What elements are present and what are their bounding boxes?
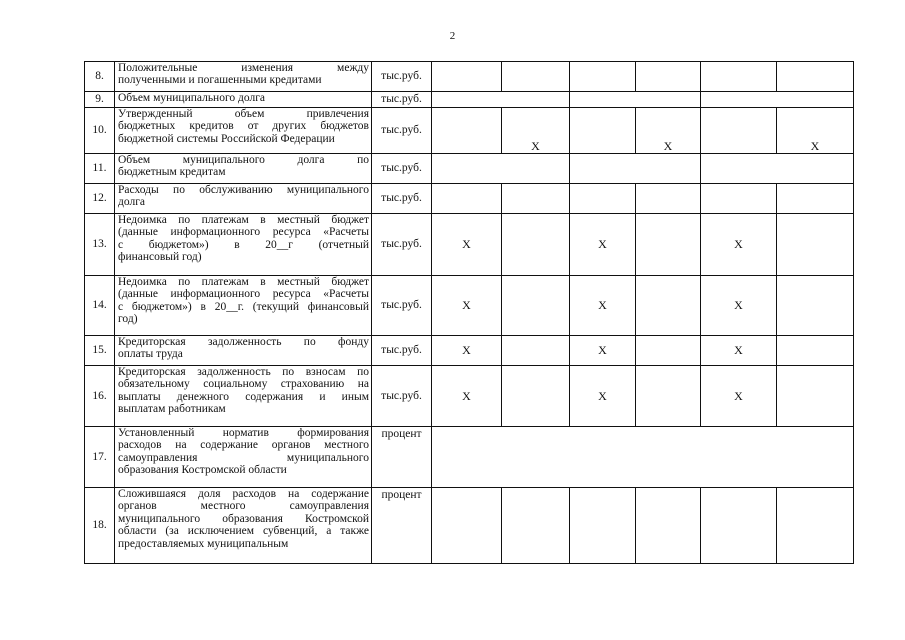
- value-cell: [636, 276, 701, 336]
- row-unit: тыс.руб.: [372, 62, 432, 92]
- x-mark-cell: X: [570, 276, 636, 336]
- description-line: бюджетных кредитов от других бюджетов: [118, 120, 369, 133]
- x-mark-cell: X: [777, 108, 854, 154]
- value-cell: [701, 108, 777, 154]
- value-cell: [570, 488, 636, 564]
- description-line: Кредиторская задолженность по фонду: [118, 336, 369, 348]
- merged-value-cell: [570, 154, 701, 184]
- value-cell: [636, 366, 701, 427]
- description-line: бюджетным кредитам: [118, 166, 226, 179]
- row-description: [115, 62, 372, 92]
- row-description: [115, 108, 372, 154]
- row-unit: тыс.руб.: [372, 108, 432, 154]
- row-description: [115, 276, 372, 336]
- value-cell: [777, 336, 854, 366]
- description-line: (данные информационного ресурса «Расчеты: [118, 288, 369, 301]
- description-line: области (за исключением субвенций, а также: [118, 525, 369, 538]
- value-cell: [570, 62, 636, 92]
- row-unit: тыс.руб.: [372, 184, 432, 214]
- row-description: [115, 336, 372, 366]
- table-row: [85, 92, 854, 108]
- row-number: 9.: [85, 92, 115, 108]
- x-mark-cell: X: [570, 214, 636, 276]
- row-description: [115, 366, 372, 427]
- row-description: [115, 184, 372, 214]
- value-cell: [636, 488, 701, 564]
- description-line: Утвержденный объем привлечения: [118, 108, 369, 120]
- description-line: расходов на содержание органов местного: [118, 439, 369, 452]
- row-number: 8.: [85, 62, 115, 92]
- value-cell: [502, 214, 570, 276]
- description-line: Расходы по обслуживанию муниципального: [118, 184, 369, 196]
- merged-value-cell: [432, 427, 854, 488]
- x-mark-cell: X: [701, 276, 777, 336]
- value-cell: [502, 184, 570, 214]
- description-line: с бюджетом») в 20__г (отчетный: [118, 238, 369, 251]
- x-mark-cell: X: [502, 108, 570, 154]
- description-line: Кредиторская задолженность по взносам по: [118, 366, 369, 378]
- value-cell: [777, 488, 854, 564]
- merged-value-cell: [432, 154, 570, 184]
- value-cell: [432, 184, 502, 214]
- description-line: Недоимка по платежам в местный бюджет: [118, 276, 369, 288]
- row-number: 11.: [85, 154, 115, 184]
- value-cell: [570, 184, 636, 214]
- row-number: 13.: [85, 214, 115, 276]
- merged-value-cell: [570, 92, 701, 108]
- row-unit: тыс.руб.: [372, 92, 432, 108]
- row-description: [115, 214, 372, 276]
- x-mark-cell: X: [432, 336, 502, 366]
- description-line: Сложившаяся доля расходов на содержание: [118, 488, 369, 500]
- value-cell: [502, 366, 570, 427]
- table-row: [85, 62, 854, 92]
- value-cell: [502, 336, 570, 366]
- x-mark-cell: X: [570, 336, 636, 366]
- value-cell: [777, 62, 854, 92]
- x-mark-cell: X: [432, 214, 502, 276]
- description-line: выплаты денежного содержания и иным: [118, 390, 369, 403]
- description-line: долга: [118, 196, 146, 209]
- row-unit: тыс.руб.: [372, 336, 432, 366]
- row-unit: тыс.руб.: [372, 366, 432, 427]
- description-line: полученными и погашенными кредитами: [118, 74, 322, 87]
- value-cell: [502, 488, 570, 564]
- value-cell: [570, 108, 636, 154]
- description-line: органов местного самоуправления: [118, 500, 369, 513]
- description-line: Объем муниципального долга по: [118, 154, 369, 166]
- description-line: выплатам работникам: [118, 403, 226, 416]
- table-row: [85, 184, 854, 214]
- row-unit: процент: [372, 488, 432, 564]
- x-mark-cell: X: [432, 366, 502, 427]
- table-row: [85, 154, 854, 184]
- merged-value-cell: [701, 92, 854, 108]
- merged-value-cell: [432, 92, 570, 108]
- row-unit: тыс.руб.: [372, 154, 432, 184]
- row-description: [115, 154, 372, 184]
- table-row: [85, 488, 854, 564]
- page-number: 2: [449, 30, 456, 42]
- table-row: [85, 214, 854, 276]
- row-number: 15.: [85, 336, 115, 366]
- description-line: предоставляемых муниципальным: [118, 537, 289, 550]
- description-line: Установленный норматив формирования: [118, 427, 369, 439]
- value-cell: [636, 184, 701, 214]
- description-line: (данные информационного ресурса «Расчеты: [118, 226, 369, 239]
- row-description: [115, 488, 372, 564]
- x-mark-cell: X: [701, 214, 777, 276]
- description-line: обязательному социальному страхованию на: [118, 378, 369, 391]
- value-cell: [701, 62, 777, 92]
- value-cell: [701, 488, 777, 564]
- row-number: 17.: [85, 427, 115, 488]
- value-cell: [636, 336, 701, 366]
- value-cell: [701, 184, 777, 214]
- description-line: самоуправления муниципального: [118, 451, 369, 464]
- table-row: [85, 366, 854, 427]
- description-line: год): [118, 313, 138, 326]
- description-line: Недоимка по платежам в местный бюджет: [118, 214, 369, 226]
- table-row: [85, 336, 854, 366]
- description-line: с бюджетом») в 20__г. (текущий финансовый: [118, 300, 369, 313]
- value-cell: [502, 62, 570, 92]
- description-line: бюджетной системы Российской Федерации: [118, 132, 335, 145]
- value-cell: [636, 214, 701, 276]
- row-description: [115, 427, 372, 488]
- row-number: 16.: [85, 366, 115, 427]
- value-cell: [777, 276, 854, 336]
- x-mark-cell: X: [432, 276, 502, 336]
- row-number: 10.: [85, 108, 115, 154]
- value-cell: [777, 184, 854, 214]
- description-line: образования Костромской области: [118, 464, 287, 477]
- value-cell: [777, 366, 854, 427]
- description-line: Положительные изменения между: [118, 62, 369, 74]
- table-row: [85, 276, 854, 336]
- description-line: оплаты труда: [118, 348, 183, 361]
- value-cell: [432, 108, 502, 154]
- row-description: [115, 92, 372, 108]
- description-line: финансовый год): [118, 251, 202, 264]
- value-cell: [502, 276, 570, 336]
- row-unit: тыс.руб.: [372, 276, 432, 336]
- description-line: Объем муниципального долга: [118, 92, 266, 104]
- x-mark-cell: X: [570, 366, 636, 427]
- row-unit: тыс.руб.: [372, 214, 432, 276]
- x-mark-cell: X: [701, 336, 777, 366]
- budget-indicators-table: [84, 61, 854, 564]
- row-number: 14.: [85, 276, 115, 336]
- table-row: [85, 427, 854, 488]
- value-cell: [636, 62, 701, 92]
- value-cell: [432, 62, 502, 92]
- row-unit: процент: [372, 427, 432, 488]
- x-mark-cell: X: [701, 366, 777, 427]
- row-number: 12.: [85, 184, 115, 214]
- table-row: [85, 108, 854, 154]
- value-cell: [777, 214, 854, 276]
- table-body: [85, 62, 854, 564]
- x-mark-cell: X: [636, 108, 701, 154]
- value-cell: [432, 488, 502, 564]
- description-line: муниципального образования Костромской: [118, 512, 369, 525]
- merged-value-cell: [701, 154, 854, 184]
- row-number: 18.: [85, 488, 115, 564]
